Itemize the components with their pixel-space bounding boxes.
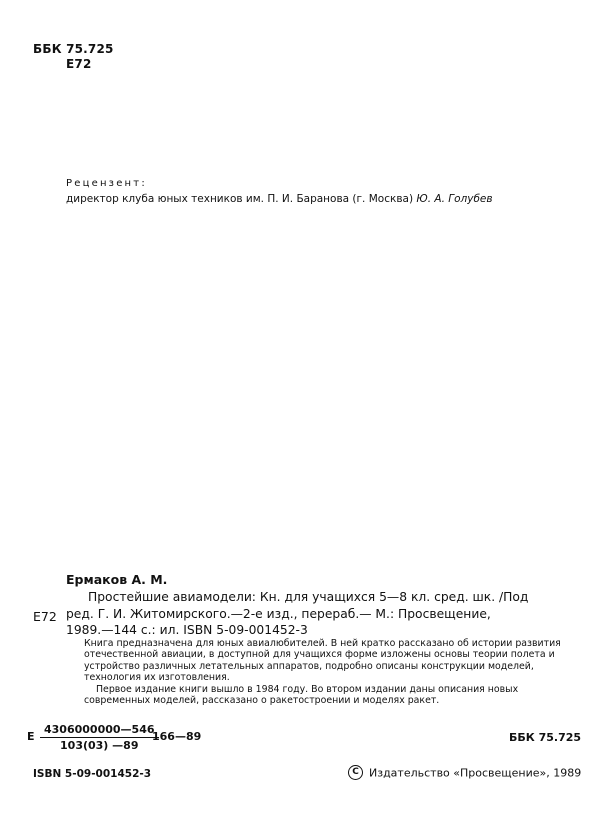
author-name: Ермаков А. М. [66,572,168,587]
reviewer-name: Ю. А. Голубев [416,193,493,205]
reviewer-label: Рецензент: [66,178,147,189]
reviewer-position: директор клуба юных техников им. П. И. Баранова (г. Москва) [66,193,414,205]
reviewer-line [66,193,493,205]
copyright-icon: C [348,765,363,780]
publisher-fraction [40,723,159,752]
biblio-line-2: ред. Г. И. Житомирского.—2-е изд., перераб.— М.: Просвещение, [66,606,491,621]
fraction-numerator: 4306000000—546 [40,723,159,738]
biblio-line-3: 1989.—144 с.: ил. ISBN 5-09-001452-3 [66,623,308,637]
annotation-paragraph-1: Книга предназначена для юных авиалюбителей. В ней кратко рассказано об истории развития отечественной авиации, в доступной для учащихся форме изложены основы теории полета и устройство различных летательных аппаратов, подробно описаны конструкции моделей, технология их изготовления. [84,638,561,684]
fraction-letter: Е [27,730,35,743]
fraction-suffix: 166—89 [152,730,202,743]
fraction-denominator: 103(03) —89 [60,739,139,752]
catalog-index-top: Е72 [66,57,92,71]
copyright-line [348,766,581,781]
bbk-code-bottom: ББК 75.725 [509,731,582,744]
annotation-paragraph-2: Первое издание книги вышло в 1984 году. Во втором издании даны описания новых современных моделей, рассказано о ракетостроении и моделях ракет. [84,683,519,707]
copyright-text: Издательство «Просвещение», 1989 [369,766,582,780]
biblio-line-1: Простейшие авиамодели: Кн. для учащихся 5—8 кл. сред. шк. /Под [88,590,529,604]
bibliographic-description [66,589,578,639]
record-catalog-index: Е72 [33,609,57,624]
isbn-bottom: ISBN 5-09-001452-3 [33,768,152,780]
bbk-code-top: ББК 75.725 [33,42,114,56]
annotation [84,638,576,706]
